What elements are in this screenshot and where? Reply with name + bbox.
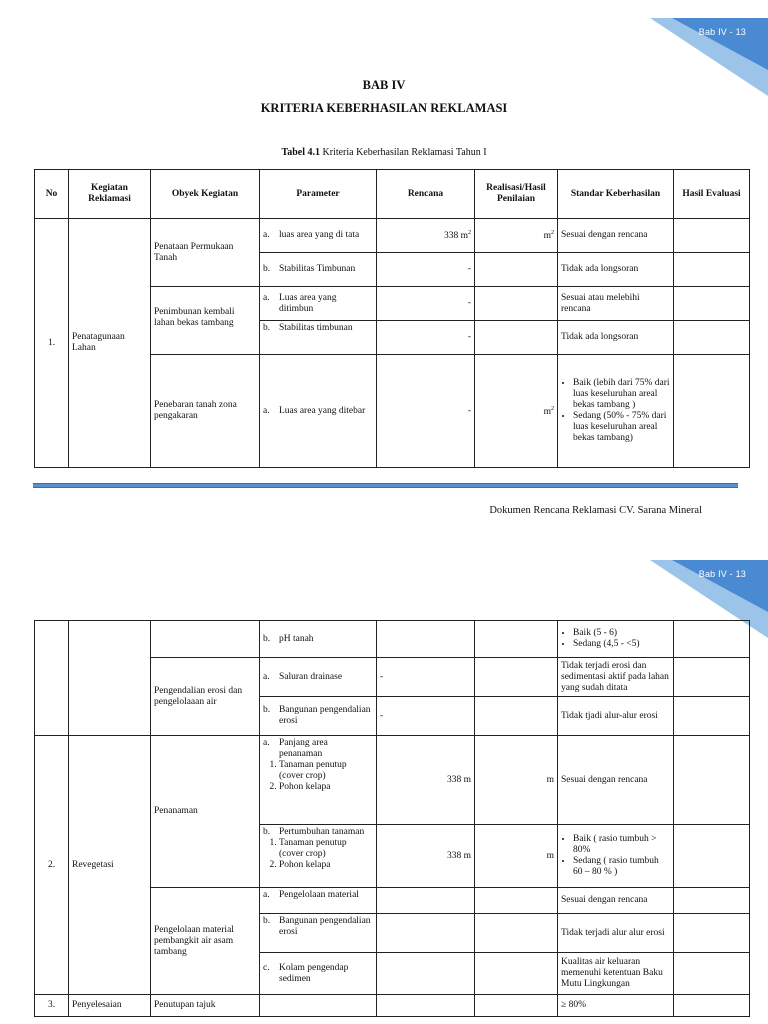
header-parameter: Parameter (260, 170, 377, 219)
rencana-cell (377, 621, 475, 658)
rencana-cell (377, 995, 475, 1017)
realisasi-cell: $m^2$ (475, 355, 558, 468)
rencana-cell: - (377, 355, 475, 468)
table-row (35, 219, 750, 253)
realisasi-cell (475, 658, 558, 697)
parameter-cell: b. Bangunan pengendalian erosi (260, 697, 377, 736)
kegiatan-cell: Penatagunaan Lahan (69, 219, 151, 468)
list-item: • Baik ( rasio tumbuh > 80% (573, 834, 670, 856)
header-kegiatan: Kegiatan Reklamasi (69, 170, 151, 219)
chapter-title: BAB IV (362, 78, 406, 92)
hasil-cell (674, 355, 750, 468)
standar-cell (558, 825, 674, 888)
rencana-cell: 338 m (377, 825, 475, 888)
standar-cell: Tidak terjadi erosi dan sedimentasi aktif pada lahan yang sudah ditata (558, 658, 674, 697)
hasil-cell (674, 697, 750, 736)
hasil-cell (674, 953, 750, 995)
parameter-cell: a. Luas area yang ditimbun (260, 287, 377, 321)
obyek-cell: Penutupan tajuk (151, 995, 260, 1017)
realisasi-cell (475, 953, 558, 995)
list-item: • Baik (5 - 6) (573, 628, 670, 639)
obyek-cell: Penebaran tanah zona pengakaran (151, 355, 260, 468)
list-item: 2. Pohon kelapa (279, 782, 373, 793)
hasil-cell (674, 321, 750, 355)
parameter-cell: a. Saluran drainase (260, 658, 377, 697)
row-number-cell (35, 621, 69, 736)
list-item: 1. Tanaman penutup (cover crop) (279, 838, 373, 860)
table-caption-number: Tabel 4.1 (281, 147, 320, 158)
standar-cell: Tidak ada longsoran (558, 321, 674, 355)
parameter-cell: b. Pertumbuhan tanaman 1. Tanaman penutup (cover crop) 2. Pohon kelapa (260, 825, 377, 888)
table-row (35, 736, 750, 825)
rencana-cell: 338 $m^2$ (377, 219, 475, 253)
parameter-cell: b. pH tanah (260, 621, 377, 658)
list-item: 2. Pohon kelapa (279, 860, 373, 871)
standar-cell (558, 355, 674, 468)
row-number-cell: 2. (35, 736, 69, 995)
list-item: • Sedang (50% - 75% dari luas keseluruhan areal bekas tambang) (573, 411, 670, 444)
table-row (35, 995, 750, 1017)
realisasi-cell (475, 287, 558, 321)
standar-cell: Tidak ada longsoran (558, 253, 674, 287)
standar-cell: ≥ 80% (558, 995, 674, 1017)
table-row (35, 621, 750, 658)
table-caption-text: Kriteria Keberhasilan Reklamasi Tahun I (319, 147, 487, 158)
page-number-label: Bab IV - 13 (698, 569, 746, 579)
obyek-cell: Pengendalian erosi dan pengelolaaan air (151, 658, 260, 736)
page-number-label: Bab IV - 13 (698, 27, 746, 37)
criteria-table (34, 169, 750, 468)
parameter-cell: b. Stabilitas timbunan (260, 321, 377, 355)
standar-cell: Sesuai atau melebihi rencana (558, 287, 674, 321)
criteria-table-continued (34, 620, 750, 1017)
realisasi-cell (475, 995, 558, 1017)
header-hasil: Hasil Evaluasi (674, 170, 750, 219)
table-caption (0, 147, 768, 158)
rencana-cell: - (377, 253, 475, 287)
kegiatan-cell: Revegetasi (69, 736, 151, 995)
kegiatan-cell: Penyelesaian (69, 995, 151, 1017)
header-no: No (35, 170, 69, 219)
realisasi-cell (475, 321, 558, 355)
row-number-cell: 3. (35, 995, 69, 1017)
header-standar: Standar Keberhasilan (558, 170, 674, 219)
standar-cell: Tidak terjadi alur alur erosi (558, 914, 674, 953)
obyek-cell: Penimbunan kembali lahan bekas tambang (151, 287, 260, 355)
standar-cell: Sesuai dengan rencana (558, 219, 674, 253)
hasil-cell (674, 914, 750, 953)
hasil-cell (674, 825, 750, 888)
rencana-cell (377, 888, 475, 914)
obyek-cell: Pengelolaan material pembangkit air asam tambang (151, 888, 260, 995)
parameter-cell: c. Kolam pengendap sedimen (260, 953, 377, 995)
parameter-cell: a. Pengelolaan material (260, 888, 377, 914)
standar-cell: Sesuai dengan rencana (558, 736, 674, 825)
realisasi-cell (475, 888, 558, 914)
hasil-cell (674, 736, 750, 825)
hasil-cell (674, 621, 750, 658)
list-item: • Baik (lebih dari 75% dari luas keseluruhan areal bekas tambang ) (573, 378, 670, 411)
standar-cell: Sesuai dengan rencana (558, 888, 674, 914)
chapter-heading: KRITERIA KEBERHASILAN REKLAMASI (260, 101, 508, 115)
hasil-cell (674, 219, 750, 253)
page-gap (0, 520, 768, 548)
list-item: 1. Tanaman penutup (cover crop) (279, 760, 373, 782)
standar-cell (558, 621, 674, 658)
hasil-cell (674, 658, 750, 697)
kegiatan-cell (69, 621, 151, 736)
standar-cell: Kualitas air keluaran memenuhi ketentuan Baku Mutu Lingkungan (558, 953, 674, 995)
standar-cell: Tidak tjadi alur-alur erosi (558, 697, 674, 736)
document-page-2 (0, 548, 768, 1024)
obyek-cell (151, 621, 260, 658)
list-item: • Sedang ( rasio tumbuh 60 – 80 % ) (573, 856, 670, 878)
parameter-cell (260, 995, 377, 1017)
realisasi-cell (475, 914, 558, 953)
rencana-cell: - (377, 321, 475, 355)
rencana-cell: - (377, 287, 475, 321)
document-footer: Dokumen Rencana Reklamasi CV. Sarana Mineral (489, 505, 702, 516)
rencana-cell (377, 953, 475, 995)
parameter-cell: b. Stabilitas Timbunan (260, 253, 377, 287)
hasil-cell (674, 253, 750, 287)
hasil-cell (674, 888, 750, 914)
footer-divider (33, 483, 738, 488)
table-header-row (35, 170, 750, 219)
realisasi-cell: m (475, 736, 558, 825)
parameter-cell: a. luas area yang di tata (260, 219, 377, 253)
list-item: • Sedang (4,5 - <5) (573, 639, 670, 650)
hasil-cell (674, 287, 750, 321)
parameter-cell: a. Luas area yang ditebar (260, 355, 377, 468)
rencana-cell: 338 m (377, 736, 475, 825)
realisasi-cell (475, 621, 558, 658)
parameter-cell: b. Bangunan pengendalian erosi (260, 914, 377, 953)
obyek-cell: Penanaman (151, 736, 260, 888)
parameter-cell: a. Panjang area penanaman 1. Tanaman penutup (cover crop) 2. Pohon kelapa (260, 736, 377, 825)
rencana-cell: - (377, 658, 475, 697)
rencana-cell: - (377, 697, 475, 736)
realisasi-cell (475, 253, 558, 287)
obyek-cell: Penataan Permukaan Tanah (151, 219, 260, 287)
header-realisasi: Realisasi/Hasil Penilaian (475, 170, 558, 219)
realisasi-cell (475, 697, 558, 736)
header-rencana: Rencana (377, 170, 475, 219)
hasil-cell (674, 995, 750, 1017)
realisasi-cell: $m^2$ (475, 219, 558, 253)
header-obyek: Obyek Kegiatan (151, 170, 260, 219)
realisasi-cell: m (475, 825, 558, 888)
rencana-cell (377, 914, 475, 953)
row-number-cell: 1. (35, 219, 69, 468)
